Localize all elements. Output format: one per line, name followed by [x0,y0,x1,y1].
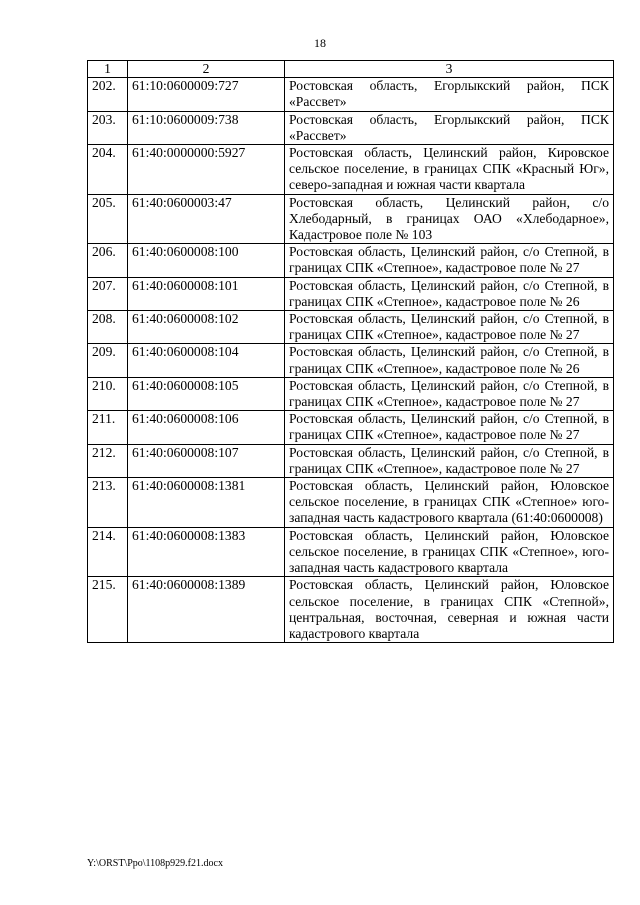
table-row [88,411,614,444]
row-number-cell: 210. [88,377,128,410]
table-row [88,194,614,244]
row-number-cell: 207. [88,277,128,310]
table-row [88,311,614,344]
row-number-cell: 209. [88,344,128,377]
address-cell: Ростовская область, Целинский район, Юловское сельское поселение, в границах СПК «Степное» юго-западная часть кадастрового квартала (61:40:0600008) [285,478,614,528]
cadastral-number-cell: 61:40:0600008:1381 [128,478,285,528]
table-row [88,78,614,111]
row-number-cell: 205. [88,194,128,244]
cadastral-number-cell: 61:40:0600008:102 [128,311,285,344]
table-row [88,444,614,477]
cadastral-number-cell: 61:40:0000000:5927 [128,145,285,195]
address-cell: Ростовская область, Целинский район, с/о Степной, в границах СПК «Степное», кадастровое поле № 27 [285,311,614,344]
cadastral-number-cell: 61:40:0600003:47 [128,194,285,244]
address-cell: Ростовская область, Целинский район, с/о Степной, в границах СПК «Степное», кадастровое поле № 26 [285,344,614,377]
table-row [88,527,614,577]
table-row [88,244,614,277]
row-number-cell: 212. [88,444,128,477]
address-cell: Ростовская область, Целинский район, Кировское сельское поселение, в границах СПК «Красный Юг», северо-западная и южная части квартала [285,145,614,195]
address-cell: Ростовская область, Целинский район, с/о Степной, в границах СПК «Степное», кадастровое поле № 27 [285,377,614,410]
cadastral-number-cell: 61:40:0600008:101 [128,277,285,310]
address-cell: Ростовская область, Егорлыкский район, ПСК «Рассвет» [285,78,614,111]
registry-table [87,60,614,643]
row-number-cell: 206. [88,244,128,277]
row-number-cell: 213. [88,478,128,528]
row-number-cell: 202. [88,78,128,111]
footer-file-path: Y:\ORST\Ppo\1108p929.f21.docx [87,858,223,869]
column-header-2: 2 [128,61,285,78]
address-cell: Ростовская область, Целинский район, с/о Степной, в границах СПК «Степное», кадастровое поле № 26 [285,277,614,310]
cadastral-number-cell: 61:40:0600008:105 [128,377,285,410]
row-number-cell: 203. [88,111,128,144]
column-header-3: 3 [285,61,614,78]
address-cell: Ростовская область, Целинский район, Юловское сельское поселение, в границах СПК «Степной», центральная, восточная, северная и южная части кадастрового квартала [285,577,614,643]
table-row [88,111,614,144]
address-cell: Ростовская область, Егорлыкский район, ПСК «Рассвет» [285,111,614,144]
cadastral-number-cell: 61:40:0600008:107 [128,444,285,477]
table-body [88,78,614,643]
address-cell: Ростовская область, Целинский район, с/о Степной, в границах СПК «Степное», кадастровое поле № 27 [285,411,614,444]
table-header-row [88,61,614,78]
table-row [88,478,614,528]
cadastral-number-cell: 61:40:0600008:100 [128,244,285,277]
cadastral-number-cell: 61:40:0600008:1389 [128,577,285,643]
column-header-1: 1 [88,61,128,78]
address-cell: Ростовская область, Целинский район, Юловское сельское поселение, в границах СПК «Степное», юго-западная часть кадастрового квартала [285,527,614,577]
table-row [88,277,614,310]
row-number-cell: 204. [88,145,128,195]
table-row [88,377,614,410]
address-cell: Ростовская область, Целинский район, с/о Степной, в границах СПК «Степное», кадастровое поле № 27 [285,244,614,277]
table-row [88,145,614,195]
address-cell: Ростовская область, Целинский район, с/о Хлебодарный, в границах ОАО «Хлебодарное», Кадастровое поле № 103 [285,194,614,244]
table-row [88,344,614,377]
row-number-cell: 214. [88,527,128,577]
cadastral-number-cell: 61:10:0600009:727 [128,78,285,111]
row-number-cell: 215. [88,577,128,643]
cadastral-number-cell: 61:40:0600008:104 [128,344,285,377]
table-row [88,577,614,643]
page-number: 18 [314,36,326,50]
cadastral-number-cell: 61:40:0600008:106 [128,411,285,444]
row-number-cell: 208. [88,311,128,344]
address-cell: Ростовская область, Целинский район, с/о Степной, в границах СПК «Степное», кадастровое поле № 27 [285,444,614,477]
row-number-cell: 211. [88,411,128,444]
cadastral-number-cell: 61:10:0600009:738 [128,111,285,144]
cadastral-number-cell: 61:40:0600008:1383 [128,527,285,577]
